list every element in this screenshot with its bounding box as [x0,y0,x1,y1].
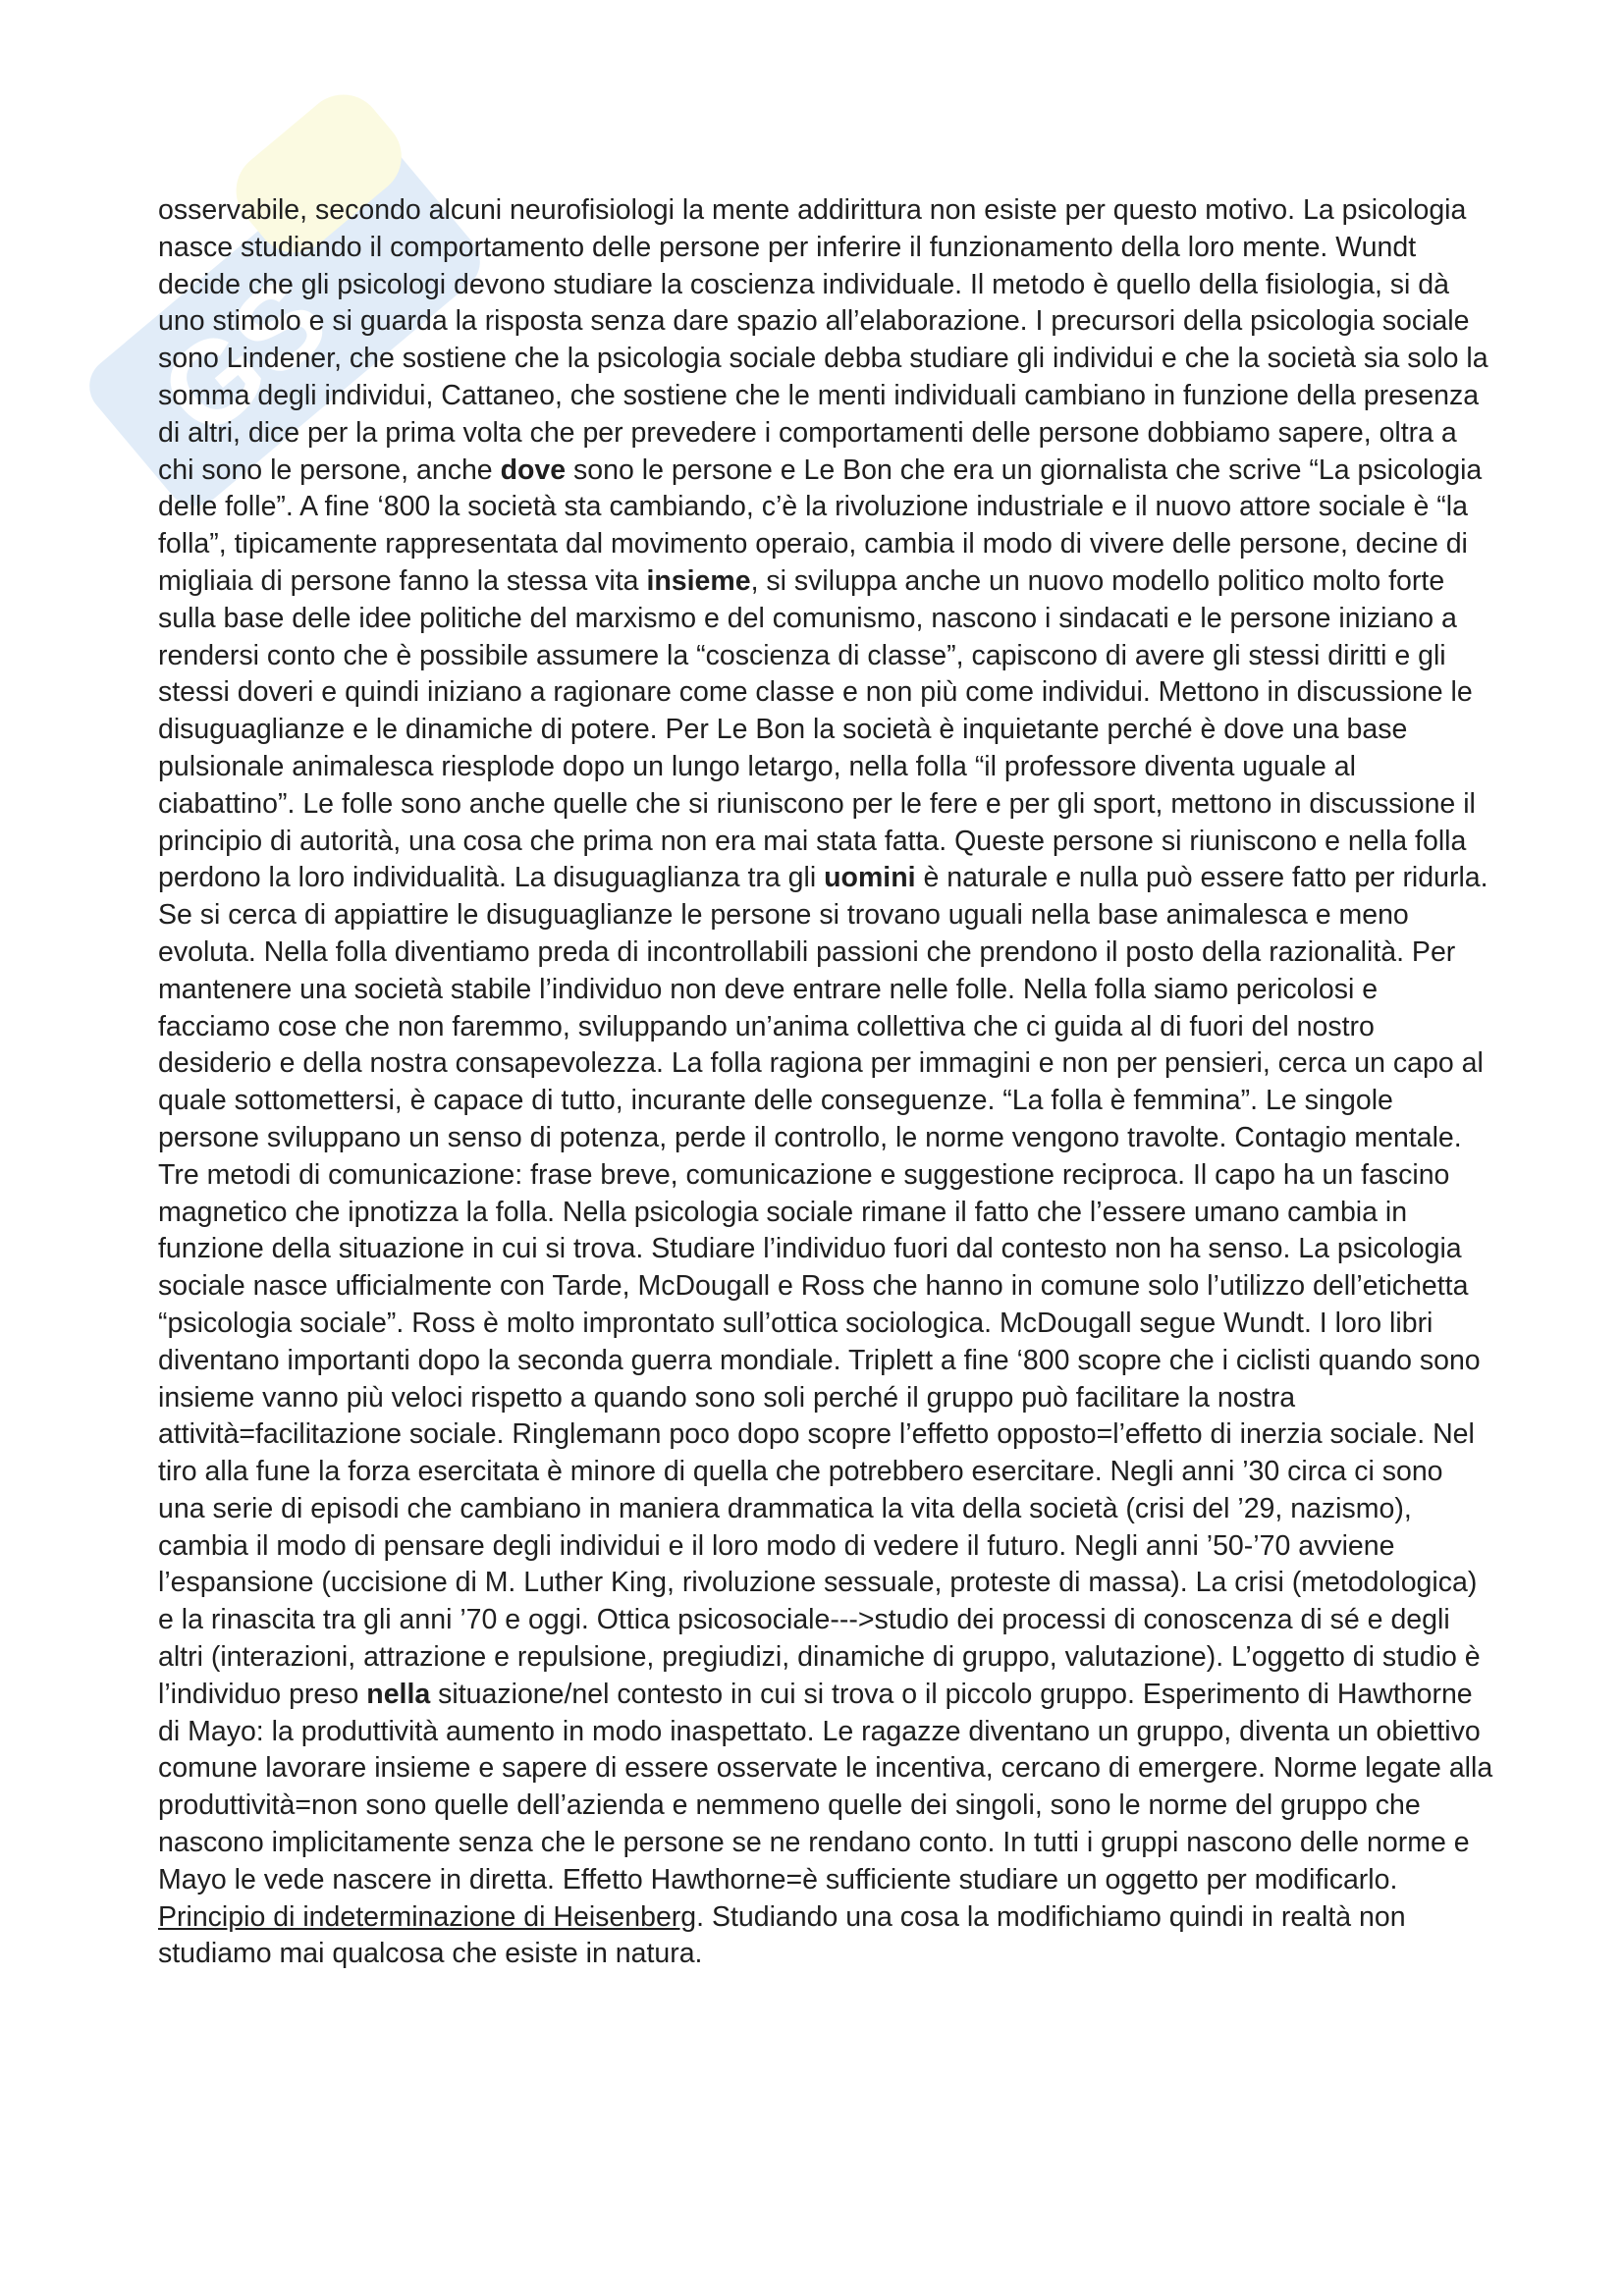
body-text-3: , si sviluppa anche un nuovo modello politico molto forte sulla base delle idee politiche del marxismo e del comunismo, nascono i sindacati e le persone iniziano a rendersi conto che è possibile assumere la “coscienza di classe”, capiscono di avere gli stessi diritti e gli stessi doveri e quindi iniziano a ragionare come classe e non più come individui. Mettono in discussione le disuguaglianze e le dinamiche di potere. Per Le Bon la società è inquietante perché è dove una base pulsionale animalesca riesplode dopo un lungo letargo, nella folla “il professore diventa uguale al ciabattino”. Le folle sono anche quelle che si riuniscono per le fere e per gli sport, mettono in discussione il principio di autorità, una cosa che prima non era mai stata fatta. Queste persone si riuniscono e nella folla perdono la loro individualità. La disuguaglianza tra gli [158,564,1476,894]
body-text-6: . Studiando una cosa la modifichiamo quindi in realtà non studiamo mai qualcosa che esiste in natura. [158,1900,1406,1970]
bold-word-nella: nella [366,1678,431,1710]
bold-word-insieme: insieme [646,564,751,597]
body-paragraph [158,192,1493,1973]
svg-text:GS: GS [136,251,352,462]
body-text-5: situazione/nel contesto in cui si trova o il piccolo gruppo. Esperimento di Hawthorne di Mayo: la produttività aumento in modo inaspettato. Le ragazze diventano un gruppo, diventa un obiettivo comune lavorare insieme e sapere di essere osservate le incentiva, cercano di emergere. Norme legate alla produttività=non sono quelle dell’azienda e nemmeno quelle dei singoli, sono le norme del gruppo che nascono implicitamente senza che le persone se ne rendano conto. In tutti i gruppi nascono delle norme e Mayo le vede nascere in diretta. Effetto Hawthorne=è sufficiente studiare un oggetto per modificarlo. [158,1678,1493,1896]
underlined-heisenberg: Principio di indeterminazione di Heisenberg [158,1900,697,1933]
bold-word-uomini: uomini [824,862,916,894]
body-text-1: osservabile, secondo alcuni neurofisiologi la mente addirittura non esiste per questo motivo. La psicologia nasce studiando il comportamento delle persone per inferire il funzionamento della loro mente. Wundt decide che gli psicologi devono studiare la coscienza individuale. Il metodo è quello della fisiologia, si dà uno stimolo e si guarda la risposta senza dare spazio all’elaborazione. I precursori della psicologia sociale sono Lindener, che sostiene che la psicologia sociale debba studiare gli individui e che la società sia solo la somma degli individui, Cattaneo, che sostiene che le menti individuali cambiano in funzione della presenza di altri, dice per la prima volta che per prevedere i comportamenti delle persone dobbiamo sapere, oltra a chi sono le persone, anche [158,194,1488,486]
bold-word-dove: dove [500,454,567,486]
body-text-4: è naturale e nulla può essere fatto per ridurla. Se si cerca di appiattire le disuguaglianze le persone si trovano uguali nella base animalesca e meno evoluta. Nella folla diventiamo preda di incontrollabili passioni che prendono il posto della razionalità. Per mantenere una società stabile l’individuo non deve entrare nelle folle. Nella folla siamo pericolosi e facciamo cose che non faremmo, sviluppando un’anima collettiva che ci guida al di fuori del nostro desiderio e della nostra consapevolezza. La folla ragiona per immagini e non per pensieri, cerca un capo al quale sottomettersi, è capace di tutto, incurante delle conseguenze. “La folla è femmina”. Le singole persone sviluppano un senso di potenza, perde il controllo, le norme vengono travolte. Contagio mentale. Tre metodi di comunicazione: frase breve, comunicazione e suggestione reciproca. Il capo ha un fascino magnetico che ipnotizza la folla. Nella psicologia sociale rimane il fatto che l’essere umano cambia in funzione della situazione in cui si trova. Studiare l’individuo fuori dal contesto non ha senso. La psicologia sociale nasce ufficialmente con Tarde, McDougall e Ross che hanno in comune solo l’utilizzo dell’etichetta “psicologia sociale”. Ross è molto improntato sull’ottica sociologica. McDougall segue Wundt. I loro libri diventano importanti dopo la seconda guerra mondiale. Triplett a fine ‘800 scopre che i ciclisti quando sono insieme vanno più veloci rispetto a quando sono soli perché il gruppo può facilitare la nostra attività=facilitazione sociale. Ringlemann poco dopo scopre l’effetto opposto=l’effetto di inerzia sociale. Nel tiro alla fune la forza esercitata è minore di quella che potrebbero esercitare. Negli anni ’30 circa ci sono una serie di episodi che cambiano in maniera drammatica la vita della società (crisi del ’29, nazismo), cambia il modo di pensare degli individui e il loro modo di vedere il futuro. Negli anni ’50-’70 avviene l’espansione (uccisione di M. Luther King, rivoluzione sessuale, proteste di massa). La crisi (metodologica) e la rinascita tra gli anni ’70 e oggi. Ottica psicosociale--->studio dei processi di conoscenza di sé e degli altri (interazioni, attrazione e repulsione, pregiudizi, dinamiche di gruppo, valutazione). L’oggetto di studio è l’individuo preso [158,862,1488,1710]
body-text-2: sono le persone e Le Bon che era un giornalista che scrive “La psicologia delle folle”. A fine ‘800 la società sta cambiando, c’è la rivoluzione industriale e il nuovo attore sociale è “la folla”, tipicamente rappresentata dal movimento operaio, cambia il modo di vivere delle persone, decine di migliaia di persone fanno la stessa vita [158,454,1483,597]
